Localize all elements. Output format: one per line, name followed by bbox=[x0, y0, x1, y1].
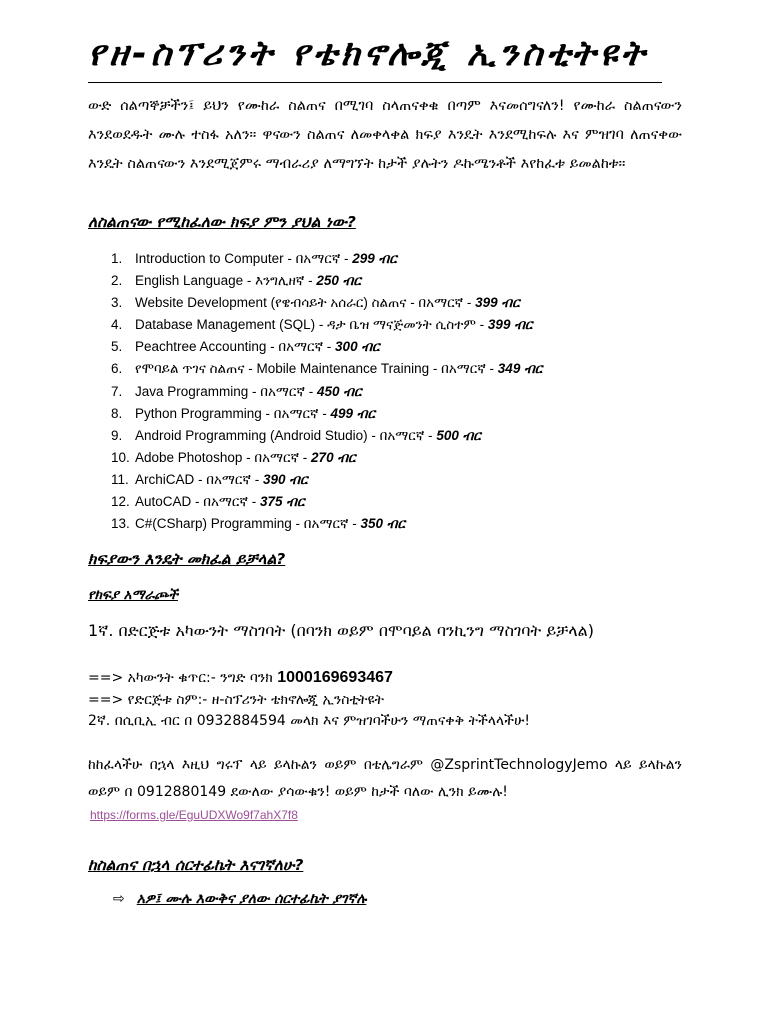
course-price: 300 ብር bbox=[335, 339, 380, 355]
course-item bbox=[111, 336, 711, 358]
course-item bbox=[111, 358, 711, 380]
course-item bbox=[111, 425, 711, 447]
certificate-heading: ከስልጠና በኋላ ሰርተፊኬት እናገኛለሁ? bbox=[88, 856, 304, 874]
course-number: 12. bbox=[111, 494, 130, 510]
course-number: 11. bbox=[111, 471, 129, 487]
course-number: 9. bbox=[111, 427, 123, 443]
payment-step-1: 1ኛ. በድርጅቱ አካውንት ማስገባት (በባንክ ወይም በሞባይል ባንኪንግ ማስገባት ይቻላል) bbox=[88, 621, 595, 640]
course-price: 499 ብር bbox=[330, 405, 375, 421]
course-name: Peachtree Accounting - በአማርኛ - bbox=[135, 339, 336, 355]
contact-paragraph: ከከፈላችሁ በኋላ እዚህ ግሩፕ ላይ ይላኩልን ወይም በቴሌግራም @ZsprintTechnologyJemo ላይ ይላኩልን ወይም በ 0912880149 ደውለው ያሳውቁን! ወይም ከታች ባለው ሊንክ ይሙሉ! bbox=[88, 757, 682, 800]
course-price: 349 ብር bbox=[497, 361, 543, 377]
account-number-label: ==> አካውንት ቁጥር:- ንግድ ባንክ bbox=[88, 670, 278, 686]
account-number: 1000169693467 bbox=[277, 669, 393, 686]
course-price: 250 ብር bbox=[316, 273, 361, 289]
course-item bbox=[111, 381, 711, 403]
registration-form-link[interactable]: https://forms.gle/EguUDXWo9f7ahX7f8 bbox=[90, 808, 298, 822]
course-price: 350 ብር bbox=[360, 516, 405, 532]
course-item bbox=[111, 447, 711, 469]
course-name: Java Programming - በአማርኛ - bbox=[135, 383, 317, 399]
course-price: 450 ብር bbox=[317, 383, 362, 399]
course-name: Website Development (የዌብሳይት አሰራር) ስልጠና - በአማርኛ - bbox=[135, 295, 476, 311]
page-title: የዘ-ስፕሪንት የቴክኖሎጂ ኢንስቲትዩት bbox=[88, 34, 649, 74]
course-price: 390 ብር bbox=[262, 471, 308, 487]
course-name: AutoCAD - በአማርኛ - bbox=[135, 494, 260, 510]
course-price: 399 ብር bbox=[487, 317, 533, 333]
course-name: Android Programming (Android Studio) - በአማርኛ - bbox=[135, 427, 437, 443]
course-number: 5. bbox=[111, 339, 123, 355]
course-name: Adobe Photoshop - በአማርኛ - bbox=[135, 449, 312, 465]
course-item bbox=[111, 248, 711, 270]
course-price: 500 ብር bbox=[436, 427, 481, 443]
arrow-bullet-icon: ⇨ bbox=[113, 891, 125, 907]
course-item bbox=[111, 403, 711, 425]
course-name: Introduction to Computer - በአማርኛ - bbox=[135, 251, 353, 266]
payment-step-2: 2ኛ. በሲቢኢ ብር በ 0932884594 መላክ እና ምዝገባችሁን ማጠናቀቅ ትችላላችሁ! bbox=[88, 713, 531, 729]
course-number: 6. bbox=[111, 361, 123, 377]
course-number: 8. bbox=[111, 405, 123, 421]
course-item bbox=[111, 469, 711, 491]
course-price: 299 ብር bbox=[352, 251, 397, 266]
course-name: ArchiCAD - በአማርኛ - bbox=[135, 471, 263, 487]
course-name: C#(CSharp) Programming - በአማርኛ - bbox=[135, 516, 361, 532]
course-price: 270 ብር bbox=[311, 449, 356, 465]
course-number: 1. bbox=[111, 251, 123, 266]
certificate-answer bbox=[113, 891, 366, 907]
course-price: 399 ብር bbox=[475, 295, 520, 311]
course-number: 2. bbox=[111, 273, 123, 289]
courses-heading: ለስልጠናው የሚከፈለው ክፍያ ምን ያህል ነው? bbox=[88, 213, 356, 231]
payment-heading: ክፍያውን እንዴት መክፈል ይቻላል? bbox=[88, 550, 286, 568]
org-name-line: ==> የድርጅቱ ስም:- ዘ-ስፕሪንት ቴክኖሎጂ ኢንስቲትዩት bbox=[88, 692, 384, 708]
course-number: 3. bbox=[111, 295, 123, 311]
course-name: Python Programming - በአማርኛ - bbox=[135, 405, 331, 421]
certificate-answer-text: አዎ፤ ሙሉ እውቅና ያለው ሰርተፊኬት ያገኛሉ bbox=[136, 891, 367, 907]
course-item bbox=[111, 292, 711, 314]
course-name: የሞባይል ጥገና ስልጠና - Mobile Maintenance Training - በአማርኛ - bbox=[135, 361, 498, 377]
course-number: 7. bbox=[111, 383, 123, 399]
course-item bbox=[111, 314, 711, 336]
course-name: English Language - እንግሊዘኛ - bbox=[135, 273, 317, 289]
course-item bbox=[111, 513, 711, 535]
course-list bbox=[111, 248, 711, 535]
payment-options-heading: የክፍያ አማራጮች bbox=[88, 587, 178, 603]
course-name: Database Management (SQL) - ዳታ ቤዝ ማናጅመንት ሲስተም - bbox=[135, 317, 488, 333]
course-item bbox=[111, 270, 711, 292]
course-number: 13. bbox=[111, 516, 130, 532]
intro-paragraph: ውድ ሰልጣኞቻችን፤ ይህን የሙከራ ስልጠና በሚገባ ስላጠናቀቁ በጣም እናመሰግናለን! የሙከራ ስልጠናውን እንደወደዱት ሙሉ ተስፋ አለን። ዋናውን ስልጠና ለመቀላቀል ክፍያ እንዴት እንደሚከፍሉ እና ምዝገባ ለጠናቀው እንዴት ስልጠናውን እንደሚጀምሩ ማብራሪያ ለማግኘት ከታች ያሉትን ዶኩሜንቶች እየከፈቱ ይመልከቱ። bbox=[88, 98, 682, 172]
course-number: 10. bbox=[111, 449, 130, 465]
account-number-line bbox=[88, 669, 708, 687]
course-item bbox=[111, 491, 711, 513]
title-underline bbox=[88, 82, 662, 83]
course-price: 375 ብር bbox=[259, 494, 305, 510]
course-number: 4. bbox=[111, 317, 123, 333]
